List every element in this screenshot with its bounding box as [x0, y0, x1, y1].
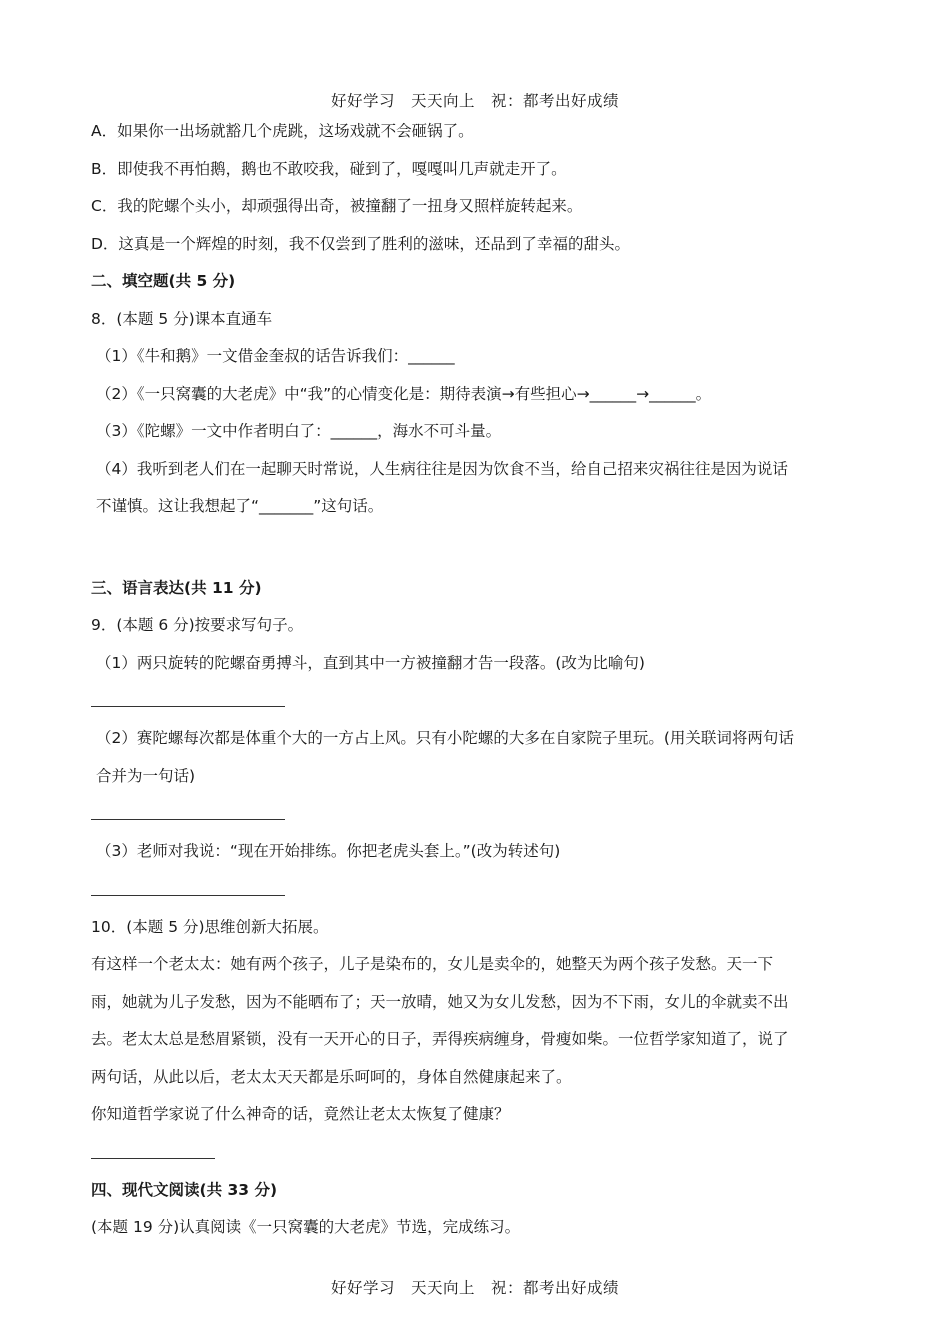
q8-part-1: （1）《牛和鹅》一文借金奎叔的话告诉我们：______: [96, 347, 455, 365]
section-2-title: 二、填空题(共 5 分): [91, 272, 236, 290]
q8-title: 8．(本题 5 分)课本直通车: [91, 309, 273, 328]
q10-story: 有这样一个老太太：她有两个孩子，儿子是染布的，女儿是卖伞的，她整天为两个孩子发愁。天一下雨，她就为儿子发愁，因为不能晒布了；天一放晴，她又为女儿发愁，因为不下雨，女儿的伞就卖不出去。老太太总是愁眉紧锁，没有一天开心的日子，弄得疾病缠身，骨瘦如柴。一位哲学家知道了，说了两句话，从此以后，老太太天天都是乐呵呵的，身体自然健康起来了。: [91, 955, 789, 1086]
spacer: [91, 526, 795, 563]
document-body: [91, 113, 795, 1247]
page-footer: 好好学习 天天向上 祝：都考出好成绩: [330, 1279, 619, 1297]
q9-answer-line-1[interactable]: [91, 682, 285, 707]
section-4-intro: (本题 19 分)认真阅读《一只窝囊的大老虎》节选，完成练习。: [91, 1218, 521, 1236]
option-c: C．我的陀螺个头小，却顽强得出奇，被撞翻了一扭身又照样旋转起来。: [91, 197, 583, 215]
q9-part-3: （3）老师对我说：“现在开始排练。你把老虎头套上。”(改为转述句): [96, 842, 561, 860]
q9-answer-line-3[interactable]: [91, 871, 285, 896]
q9-title: 9．(本题 6 分)按要求写句子。: [91, 616, 304, 634]
page-header: 好好学习 天天向上 祝：都考出好成绩: [330, 92, 619, 110]
q8-part-4: （4）我听到老人们在一起聊天时常说，人生病往往是因为饮食不当，给自己招来灾祸往往是因为说话不谨慎。这让我想起了“_______”这句话。: [96, 459, 788, 515]
section-4-title: 四、现代文阅读(共 33 分): [91, 1180, 278, 1199]
q8-part-2: （2）《一只窝囊的大老虎》中“我”的心情变化是：期待表演→有些担心→______→______。: [96, 384, 712, 403]
q10-question: 你知道哲学家说了什么神奇的话，竟然让老太太恢复了健康？: [91, 1105, 510, 1123]
option-b: B．即使我不再怕鹅，鹅也不敢咬我，碰到了，嘎嘎叫几声就走开了。: [91, 159, 567, 178]
q10-answer-line[interactable]: [91, 1134, 215, 1159]
q10-title: 10．(本题 5 分)思维创新大拓展。: [91, 917, 329, 936]
option-a: A．如果你一出场就豁几个虎跳，这场戏就不会砸锅了。: [91, 122, 474, 140]
q9-part-1: （1）两只旋转的陀螺奋勇搏斗，直到其中一方被撞翻才告一段落。(改为比喻句): [96, 653, 645, 672]
option-d: D．这真是一个辉煌的时刻，我不仅尝到了胜利的滋味，还品到了幸福的甜头。: [91, 234, 630, 253]
section-3-title: 三、语言表达(共 11 分): [91, 578, 262, 597]
q9-answer-line-2[interactable]: [91, 795, 285, 820]
q8-part-3: （3）《陀螺》一文中作者明白了：______，海水不可斗量。: [96, 422, 502, 440]
q9-part-2: （2）赛陀螺每次都是体重个大的一方占上风。只有小陀螺的大多在自家院子里玩。(用关联词将两句话合并为一句话): [96, 729, 794, 785]
